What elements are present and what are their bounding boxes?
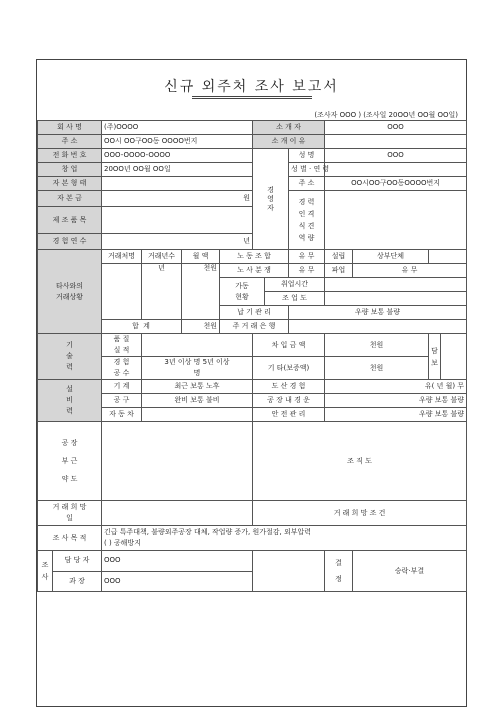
car-value	[142, 408, 253, 422]
career-label: 경 력 인 격 식 견 역 량	[289, 191, 325, 250]
bank-value	[289, 320, 467, 334]
operation-hours-label: 취업시간	[265, 278, 325, 292]
tool-value: 완비 보통 불비	[142, 394, 253, 408]
collateral-label: 담 보	[429, 334, 441, 380]
capital-type-value	[102, 177, 253, 191]
operation-hours-value	[325, 278, 467, 292]
manager-address-label: 주 소	[289, 177, 325, 191]
union-established: 설립	[325, 250, 353, 264]
intro-reason-label: 소 개 이 유	[253, 135, 325, 149]
manager-name: OOO	[325, 149, 467, 163]
union-label: 노 동 조 합	[220, 250, 289, 264]
form-title: 신규 외주처 조사 보고서	[164, 79, 339, 95]
sign-group-label: 조 사	[38, 551, 53, 591]
manager-address: OO시OO구OO동OOOO번지	[325, 177, 467, 191]
dispute-opt1: 유 무	[289, 264, 325, 278]
car-label: 자 동 차	[102, 408, 142, 422]
purpose-label: 조 사 목 적	[38, 526, 102, 551]
union-parent: 상부단체	[353, 250, 429, 264]
gender-age-label: 성 별 · 연 령	[289, 163, 325, 177]
capital-type-label: 자 본 형 태	[38, 177, 102, 191]
introducer-value: OOO	[325, 121, 467, 135]
org-chart-label: 조 직 도	[253, 422, 467, 501]
loan-unit: 천원	[325, 334, 429, 357]
bank-label: 주 거 래 은 행	[220, 320, 289, 334]
decision-label: 결 정	[325, 551, 353, 592]
intro-reason-value	[325, 135, 467, 149]
products-value	[102, 207, 253, 234]
union-opt: 유 무	[289, 250, 325, 264]
products-label: 제 조 품 목	[38, 207, 102, 234]
delivery-rating: 우량 보통 불량	[289, 306, 467, 320]
loan-other-label: 기 타(보증액)	[253, 357, 325, 380]
trade-col-client: 거래처명	[102, 250, 142, 264]
factory-env-label: 공 장 내 경 운	[253, 394, 325, 408]
collateral-value	[441, 334, 467, 380]
machine-value: 최근 보통 노후	[142, 380, 253, 394]
quality-value	[142, 334, 253, 357]
report-form	[36, 59, 467, 707]
phone-value: OOO-OOOO-OOOO	[102, 149, 253, 163]
company-name: (주)OOOO	[102, 121, 253, 135]
trade-amount-unit: 천원	[182, 264, 220, 320]
gender-age-value	[325, 163, 467, 177]
equip-group-label	[38, 380, 102, 422]
bankruptcy-label: 도 산 경 험	[253, 380, 325, 394]
sign-blank	[253, 551, 325, 592]
tech-group-label	[38, 334, 102, 380]
dispute-strike: 파업	[325, 264, 353, 278]
purpose-value: 긴급 특주대책, 불량외주공장 대체, 작업량 증가, 원가절감, 외부압력 ( ) 공해방지	[102, 526, 467, 551]
decision-value: 승락·부결	[353, 551, 467, 592]
operation-days-value	[325, 292, 467, 306]
experience-unit: 년	[102, 234, 253, 250]
title-underline-2	[192, 98, 312, 99]
loan-other-unit: 천원	[325, 357, 429, 380]
experience-label: 경 험 연 수	[38, 234, 102, 250]
tech-group-text: 기 술 력	[66, 341, 73, 371]
factory-map-label: 공 장 부 근 약 도	[38, 422, 102, 501]
person-value: OOO	[102, 551, 253, 572]
manager-name-label: 성 명	[289, 149, 325, 163]
trade-label: 타사와의 거래상황	[38, 250, 102, 334]
operation-days-label: 조 업 도	[265, 292, 325, 306]
company-label: 회 사 명	[38, 121, 102, 135]
desired-items-label: 거 래 희 망 일	[38, 501, 102, 526]
phone-label: 전 화 번 호	[38, 149, 102, 163]
person-label: 담 당 자	[53, 551, 101, 572]
factory-env-rating: 우량 보통 불량	[325, 394, 467, 408]
trade-col-years: 거래년수	[142, 250, 182, 264]
tool-label: 공 구	[102, 394, 142, 408]
trade-total-label: 합 계	[102, 320, 182, 334]
trade-year-unit: 년	[142, 264, 182, 320]
sign-group-cell	[38, 551, 102, 592]
career-value	[325, 191, 467, 250]
survey-table	[37, 120, 467, 592]
desired-conditions-label: 거 래 희 망 조 건	[253, 501, 467, 526]
factory-map-area	[102, 422, 253, 501]
founded-value: 20OO년 OO월 OO일	[102, 163, 253, 177]
trade-total-unit: 천원	[182, 320, 220, 334]
exp-label: 경 험 공 수	[102, 357, 142, 380]
manager-group-label: 경 영 자	[253, 149, 289, 250]
operation-label: 가동 현황	[220, 278, 265, 306]
address-label: 주 소	[38, 135, 102, 149]
safety-rating: 우량 보통 불량	[325, 408, 467, 422]
chief-value: OOO	[102, 571, 253, 592]
loan-label: 차 입 금 액	[253, 334, 325, 357]
trade-col-amount: 월 액	[182, 250, 220, 264]
capital-unit: 원	[102, 191, 253, 207]
safety-label: 안 전 관 리	[253, 408, 325, 422]
introducer-label: 소 개 자	[253, 121, 325, 135]
machine-label: 기 계	[102, 380, 142, 394]
union-parent-value	[429, 250, 467, 264]
surveyor-date-line: (조사자 OOO ) (조사일 20OO년 OO월 OO일)	[314, 111, 458, 119]
chief-label: 과 장	[69, 576, 85, 585]
delivery-label: 납 기 관 리	[220, 306, 289, 320]
dispute-label: 노 사 분 쟁	[220, 264, 289, 278]
desired-items-value	[102, 501, 253, 526]
equip-group-text: 설 비 력	[66, 385, 73, 415]
capital-label: 자 본 금	[38, 191, 102, 207]
dispute-opt2: 유 무	[353, 264, 467, 278]
founded-label: 창 업	[38, 163, 102, 177]
quality-label: 품 질 실 적	[102, 334, 142, 357]
trade-client-cell	[102, 264, 142, 320]
address-value: OO시 OO구OO동 OOOO번지	[102, 135, 253, 149]
exp-value: 3년 이상 명 5년 이상 명	[142, 357, 253, 380]
bankruptcy-value: 유( 년 월) 무	[325, 380, 467, 394]
title-underline	[192, 96, 312, 97]
